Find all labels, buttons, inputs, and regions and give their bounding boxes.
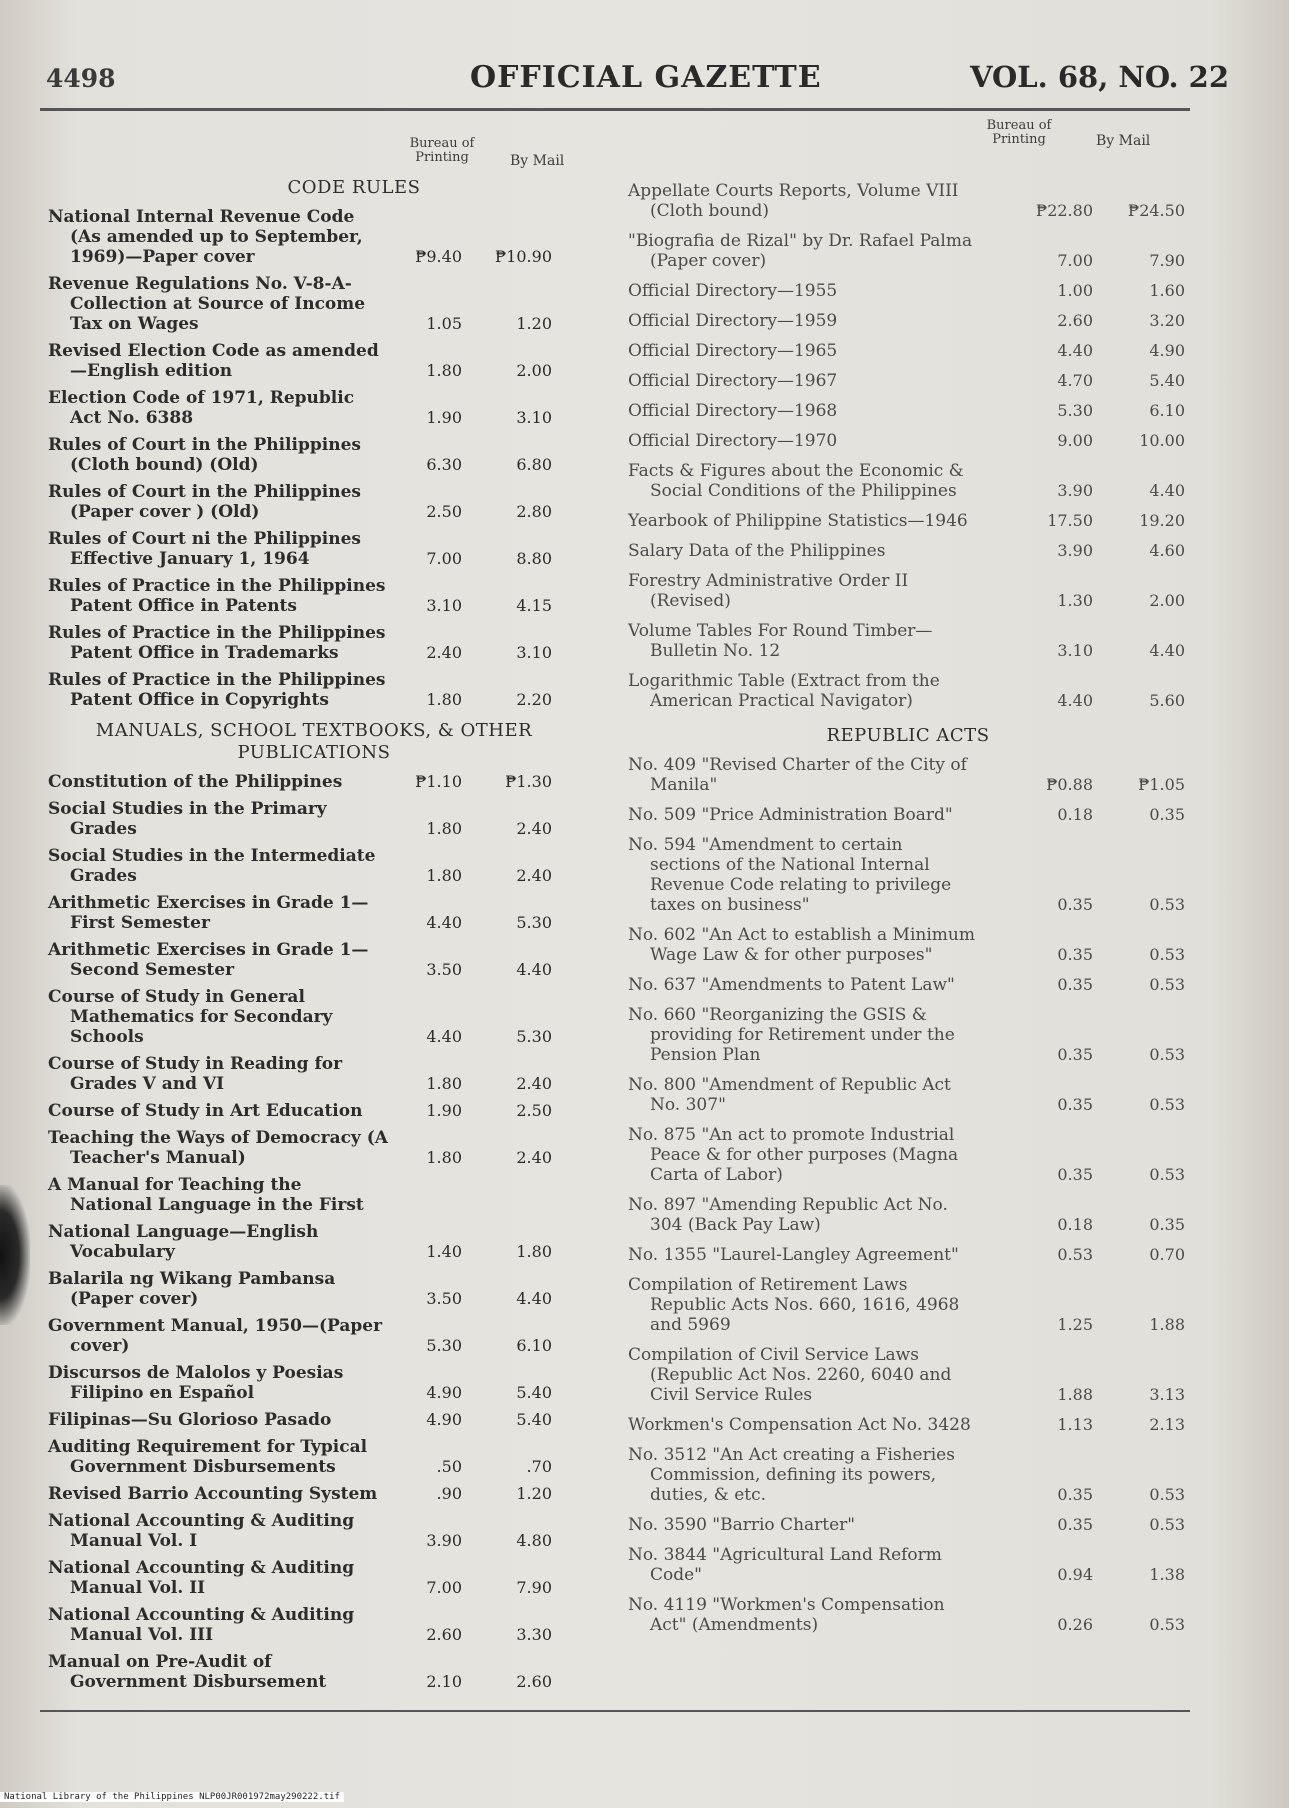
price-list-item — [628, 835, 1188, 915]
price-list-item — [48, 341, 620, 381]
publication-name: Workmen's Compensation Act No. 3428 — [628, 1415, 971, 1435]
mail-price: 1.60 — [1149, 281, 1185, 300]
bureau-price: 3.50 — [426, 1289, 462, 1308]
bureau-price: ₱22.80 — [1035, 201, 1093, 220]
publication-name: Appellate Courts Reports, Volume VIII (Cloth bound) — [628, 181, 959, 221]
bureau-price: 1.80 — [426, 690, 462, 709]
right-column — [628, 118, 1188, 1645]
publication-name: National Accounting & Auditing Manual Vol. I — [48, 1511, 355, 1551]
left-column-headers — [48, 125, 620, 193]
publication-name: Arithmetic Exercises in Grade 1—First Semester — [48, 893, 369, 933]
mail-price: 6.10 — [516, 1336, 552, 1355]
mail-price: 2.50 — [516, 1101, 552, 1120]
publication-name: No. 3844 "Agricultural Land Reform Code" — [628, 1545, 942, 1585]
publication-name: National Internal Revenue Code (As amended up to September, 1969)—Paper cover — [48, 207, 363, 267]
bureau-price: 9.00 — [1057, 431, 1093, 450]
price-list-item — [48, 1175, 620, 1215]
mail-price: 3.30 — [516, 1625, 552, 1644]
price-list-item — [628, 1125, 1188, 1185]
publication-name: Rules of Court in the Philippines (Cloth bound) (Old) — [48, 435, 361, 475]
mail-price: 4.90 — [1149, 341, 1185, 360]
mail-price: 2.00 — [1149, 591, 1185, 610]
publication-name: No. 1355 "Laurel-Langley Agreement" — [628, 1245, 959, 1265]
bureau-price: 4.90 — [426, 1383, 462, 1402]
publication-name: No. 3512 "An Act creating a Fisheries Commission, defining its powers, duties, & etc. — [628, 1445, 955, 1505]
publication-name: No. 637 "Amendments to Patent Law" — [628, 975, 955, 995]
mail-price: 4.40 — [516, 960, 552, 979]
right-column-headers — [628, 118, 1188, 181]
bureau-price: 0.35 — [1057, 975, 1093, 994]
bureau-price: 1.05 — [426, 314, 462, 333]
price-list-item — [48, 1128, 620, 1168]
price-list-item — [628, 431, 1188, 451]
mail-price: 1.20 — [516, 1484, 552, 1503]
bureau-price: 2.40 — [426, 643, 462, 662]
publication-name: No. 409 "Revised Charter of the City of Manila" — [628, 755, 967, 795]
price-list-item — [628, 621, 1188, 661]
price-list-item — [48, 1558, 620, 1598]
bureau-price: 5.30 — [426, 1336, 462, 1355]
mail-price: 3.13 — [1149, 1385, 1185, 1404]
publication-name: Constitution of the Philippines — [48, 772, 343, 792]
publication-name: No. 660 "Reorganizing the GSIS & providing for Retirement under the Pension Plan — [628, 1005, 955, 1065]
publication-name: Filipinas—Su Glorioso Pasado — [48, 1410, 332, 1430]
price-list-item — [48, 1101, 620, 1121]
publication-name: Revised Barrio Accounting System — [48, 1484, 378, 1504]
publication-name: Election Code of 1971, Republic Act No. 6388 — [48, 388, 355, 428]
publication-name: No. 594 "Amendment to certain sections of the National Internal Revenue Code relating to privilege taxes on business" — [628, 835, 952, 915]
bureau-price: 0.35 — [1057, 1045, 1093, 1064]
publication-name: Volume Tables For Round Timber—Bulletin No. 12 — [628, 621, 933, 661]
bureau-price: 3.10 — [1057, 641, 1093, 660]
mail-price: 4.15 — [516, 596, 552, 615]
mail-price: 0.53 — [1149, 1095, 1185, 1114]
price-list-item — [628, 671, 1188, 711]
publication-name: Official Directory—1959 — [628, 311, 838, 331]
bureau-price: 3.50 — [426, 960, 462, 979]
publication-name: Course of Study in Art Education — [48, 1101, 363, 1121]
publication-name: Compilation of Civil Service Laws (Republic Act Nos. 2260, 6040 and Civil Service Rules — [628, 1345, 952, 1405]
price-list-item — [48, 1437, 620, 1477]
scan-footer: National Library of the Philippines NLP00JR001972may290222.tif — [0, 1792, 344, 1802]
price-list-item — [48, 1410, 620, 1430]
mail-price: 4.80 — [516, 1531, 552, 1550]
page-header — [0, 58, 1289, 98]
publication-name: No. 800 "Amendment of Republic Act No. 307" — [628, 1075, 951, 1115]
bureau-price: 7.00 — [1057, 251, 1093, 270]
price-list-item — [628, 805, 1188, 825]
publication-name: Balarila ng Wikang Pambansa (Paper cover) — [48, 1269, 336, 1309]
price-list-item — [48, 482, 620, 522]
price-list-item — [48, 388, 620, 428]
bureau-price: 0.18 — [1057, 805, 1093, 824]
publication-name: Official Directory—1968 — [628, 401, 838, 421]
publication-name: Teaching the Ways of Democracy (A Teacher's Manual) — [48, 1128, 388, 1168]
binding-shadow — [0, 1185, 30, 1325]
price-list-item — [628, 541, 1188, 561]
mail-price: 2.40 — [516, 819, 552, 838]
price-list-item — [48, 893, 620, 933]
left-sections — [48, 177, 620, 1692]
publication-name: Revenue Regulations No. V-8-A-Collection at Source of Income Tax on Wages — [48, 274, 366, 334]
price-list-item — [48, 987, 620, 1047]
bureau-price: 4.90 — [426, 1410, 462, 1429]
by-mail-header: By Mail — [1096, 133, 1151, 149]
bureau-price: ₱1.10 — [415, 772, 462, 791]
mail-price: 3.20 — [1149, 311, 1185, 330]
right-lead-items — [628, 181, 1188, 711]
price-list-item — [48, 1652, 620, 1692]
mail-price: ₱1.05 — [1138, 775, 1185, 794]
bureau-price: 3.10 — [426, 596, 462, 615]
publication-name: Course of Study in Reading for Grades V and VI — [48, 1054, 343, 1094]
price-list-item — [48, 846, 620, 886]
bureau-price: 1.80 — [426, 819, 462, 838]
mail-price: 2.40 — [516, 866, 552, 885]
mail-price: 5.40 — [1149, 371, 1185, 390]
bureau-price: 4.40 — [1057, 341, 1093, 360]
bureau-price: 1.80 — [426, 866, 462, 885]
mail-price: 2.13 — [1149, 1415, 1185, 1434]
bureau-price: 4.40 — [426, 913, 462, 932]
price-list-item — [48, 435, 620, 475]
publication-name: Government Manual, 1950—(Paper cover) — [48, 1316, 383, 1356]
publication-name: Course of Study in General Mathematics for Secondary Schools — [48, 987, 333, 1047]
price-list-item — [628, 401, 1188, 421]
by-mail-header: By Mail — [510, 153, 565, 169]
bureau-of-printing-header: Bureau of Printing — [409, 136, 475, 165]
republic-acts-list — [628, 755, 1188, 1635]
mail-price: 2.60 — [516, 1672, 552, 1691]
mail-price: 1.38 — [1149, 1565, 1185, 1584]
bureau-price: 5.30 — [1057, 401, 1093, 420]
price-list-item — [48, 1222, 620, 1262]
bureau-price: 0.35 — [1057, 895, 1093, 914]
price-list-item — [628, 1075, 1188, 1115]
bureau-price: 0.35 — [1057, 1485, 1093, 1504]
publication-name: No. 875 "An act to promote Industrial Peace & for other purposes (Magna Carta of Labor) — [628, 1125, 959, 1185]
mail-price: 8.80 — [516, 549, 552, 568]
mail-price: 4.40 — [1149, 481, 1185, 500]
price-list-item — [48, 1363, 620, 1403]
price-list-item — [628, 571, 1188, 611]
mail-price: ₱10.90 — [494, 247, 552, 266]
price-list-item — [628, 1445, 1188, 1505]
bureau-price: 1.90 — [426, 1101, 462, 1120]
price-list-item — [48, 1484, 620, 1504]
bureau-price: 0.18 — [1057, 1215, 1093, 1234]
price-list-item — [628, 181, 1188, 221]
price-list-item — [48, 207, 620, 267]
mail-price: 6.10 — [1149, 401, 1185, 420]
mail-price: 0.53 — [1149, 945, 1185, 964]
price-list-item — [628, 511, 1188, 531]
price-list-item — [628, 1595, 1188, 1635]
mail-price: 2.20 — [516, 690, 552, 709]
bureau-price: 2.50 — [426, 502, 462, 521]
publication-name: National Accounting & Auditing Manual Vol. III — [48, 1605, 355, 1645]
price-list-item — [628, 1515, 1188, 1535]
publication-name: Social Studies in the Intermediate Grades — [48, 846, 376, 886]
mail-price: 0.70 — [1149, 1245, 1185, 1264]
publication-name: Official Directory—1967 — [628, 371, 838, 391]
publication-name: Arithmetic Exercises in Grade 1—Second Semester — [48, 940, 369, 980]
publication-name: Salary Data of the Philippines — [628, 541, 886, 561]
price-list-item — [628, 1005, 1188, 1065]
publication-name: Rules of Practice in the Philippines Patent Office in Patents — [48, 576, 386, 616]
bureau-price: 2.10 — [426, 1672, 462, 1691]
publication-name: Logarithmic Table (Extract from the American Practical Navigator) — [628, 671, 940, 711]
bureau-price: 7.00 — [426, 1578, 462, 1597]
mail-price: 0.53 — [1149, 1485, 1185, 1504]
price-list-item — [628, 1415, 1188, 1435]
mail-price: 1.80 — [516, 1242, 552, 1261]
mail-price: 7.90 — [1149, 251, 1185, 270]
mail-price: 0.53 — [1149, 1515, 1185, 1534]
publication-name: A Manual for Teaching the National Language in the First — [48, 1175, 364, 1215]
price-list-item — [628, 755, 1188, 795]
publication-name: Official Directory—1955 — [628, 281, 838, 301]
bureau-price: 7.00 — [426, 549, 462, 568]
bureau-price: 1.00 — [1057, 281, 1093, 300]
price-list-item — [48, 1316, 620, 1356]
bureau-price: 17.50 — [1047, 511, 1093, 530]
mail-price: 2.80 — [516, 502, 552, 521]
price-list-item — [48, 670, 620, 710]
price-list-item — [48, 772, 620, 792]
mail-price: 1.20 — [516, 314, 552, 333]
publication-name: Official Directory—1970 — [628, 431, 838, 451]
publication-name: Discursos de Malolos y Poesias Filipino en Español — [48, 1363, 344, 1403]
price-list-item — [48, 799, 620, 839]
mail-price: 6.80 — [516, 455, 552, 474]
publication-name: No. 4119 "Workmen's Compensation Act" (Amendments) — [628, 1595, 945, 1635]
publication-name: Rules of Practice in the Philippines Patent Office in Trademarks — [48, 623, 386, 663]
mail-price: 0.35 — [1149, 805, 1185, 824]
mail-price: 3.10 — [516, 408, 552, 427]
price-list-item — [48, 1605, 620, 1645]
bureau-price: 4.70 — [1057, 371, 1093, 390]
publication-name: Yearbook of Philippine Statistics—1946 — [628, 511, 968, 531]
publication-name: Forestry Administrative Order II (Revised) — [628, 571, 909, 611]
price-list-item — [628, 1245, 1188, 1265]
volume-issue: VOL. 68, NO. 22 — [970, 60, 1230, 94]
price-list-item — [628, 1345, 1188, 1405]
bureau-price: 0.35 — [1057, 945, 1093, 964]
price-list-item — [628, 1275, 1188, 1335]
price-list-item — [628, 341, 1188, 361]
mail-price: 19.20 — [1139, 511, 1185, 530]
price-list-item — [628, 311, 1188, 331]
mail-price: 2.40 — [516, 1148, 552, 1167]
bureau-price: 2.60 — [1057, 311, 1093, 330]
publication-name: No. 3590 "Barrio Charter" — [628, 1515, 856, 1535]
price-list-item — [628, 975, 1188, 995]
mail-price: 4.40 — [1149, 641, 1185, 660]
bureau-price: .90 — [436, 1484, 462, 1503]
mail-price: 3.10 — [516, 643, 552, 662]
bureau-price: 3.90 — [1057, 541, 1093, 560]
mail-price: 1.88 — [1149, 1315, 1185, 1334]
publication-name: Auditing Requirement for Typical Government Disbursements — [48, 1437, 368, 1477]
publication-name: Revised Election Code as amended—English edition — [48, 341, 379, 381]
header-rule — [40, 108, 1190, 111]
bureau-price: 1.40 — [426, 1242, 462, 1261]
price-list-item — [48, 1511, 620, 1551]
publication-name: Facts & Figures about the Economic & Social Conditions of the Philippines — [628, 461, 964, 501]
section-title: CODE RULES — [287, 177, 421, 198]
mail-price: 2.40 — [516, 1074, 552, 1093]
bureau-price: 1.30 — [1057, 591, 1093, 610]
price-list-item — [48, 274, 620, 334]
bureau-price: 1.80 — [426, 1074, 462, 1093]
price-list-item — [628, 371, 1188, 391]
mail-price: 4.60 — [1149, 541, 1185, 560]
bureau-price: 0.26 — [1057, 1615, 1093, 1634]
price-list-item — [48, 1269, 620, 1309]
price-list-item — [628, 1545, 1188, 1585]
bureau-price: 0.53 — [1057, 1245, 1093, 1264]
publication-name: National Accounting & Auditing Manual Vol. II — [48, 1558, 355, 1598]
page-number: 4498 — [46, 64, 116, 93]
price-list-item — [628, 925, 1188, 965]
mail-price: ₱1.30 — [505, 772, 552, 791]
publication-name: Rules of Court ni the Philippines Effective January 1, 1964 — [48, 529, 361, 569]
price-list-item — [628, 231, 1188, 271]
left-column — [48, 125, 620, 1699]
price-list-item — [628, 461, 1188, 501]
mail-price: 0.53 — [1149, 1045, 1185, 1064]
publication-name: Manual on Pre-Audit of Government Disbursement — [48, 1652, 327, 1692]
bureau-price: ₱0.88 — [1046, 775, 1093, 794]
mail-price: 5.60 — [1149, 691, 1185, 710]
mail-price: 5.30 — [516, 1027, 552, 1046]
bureau-price: 4.40 — [426, 1027, 462, 1046]
bureau-price: 0.35 — [1057, 1095, 1093, 1114]
publication-name: "Biografia de Rizal" by Dr. Rafael Palma (Paper cover) — [628, 231, 973, 271]
mail-price: 4.40 — [516, 1289, 552, 1308]
mail-price: 10.00 — [1139, 431, 1185, 450]
bureau-price: .50 — [436, 1457, 462, 1476]
mail-price: 2.00 — [516, 361, 552, 380]
publication-name: Social Studies in the Primary Grades — [48, 799, 327, 839]
publication-name: National Language—English Vocabulary — [48, 1222, 319, 1262]
bureau-price: 4.40 — [1057, 691, 1093, 710]
mail-price: 5.30 — [516, 913, 552, 932]
republic-acts-title: REPUBLIC ACTS — [826, 725, 990, 746]
bureau-price: ₱9.40 — [415, 247, 462, 266]
mail-price: 5.40 — [516, 1383, 552, 1402]
price-list-item — [48, 1054, 620, 1094]
bureau-price: 0.94 — [1057, 1565, 1093, 1584]
bureau-price: 3.90 — [426, 1531, 462, 1550]
mail-price: 7.90 — [516, 1578, 552, 1597]
bureau-price: 1.25 — [1057, 1315, 1093, 1334]
publication-name: No. 602 "An Act to establish a Minimum Wage Law & for other purposes" — [628, 925, 975, 965]
mail-price: 0.35 — [1149, 1215, 1185, 1234]
publication-name: Rules of Practice in the Philippines Patent Office in Copyrights — [48, 670, 386, 710]
mail-price: 0.53 — [1149, 895, 1185, 914]
bureau-price: 0.35 — [1057, 1515, 1093, 1534]
bureau-price: 2.60 — [426, 1625, 462, 1644]
mail-price: .70 — [526, 1457, 552, 1476]
mail-price: 5.40 — [516, 1410, 552, 1429]
publication-title: OFFICIAL GAZETTE — [470, 60, 822, 95]
mail-price: 0.53 — [1149, 975, 1185, 994]
price-list-item — [628, 281, 1188, 301]
bureau-of-printing-header: Bureau of Printing — [986, 118, 1052, 147]
bureau-price: 1.88 — [1057, 1385, 1093, 1404]
price-list-item — [48, 576, 620, 616]
publication-name: Compilation of Retirement Laws Republic Acts Nos. 660, 1616, 4968 and 5969 — [628, 1275, 960, 1335]
publication-name: No. 897 "Amending Republic Act No. 304 (Back Pay Law) — [628, 1195, 948, 1235]
publication-name: Official Directory—1965 — [628, 341, 838, 361]
bureau-price: 1.80 — [426, 361, 462, 380]
bureau-price: 6.30 — [426, 455, 462, 474]
price-list-item — [48, 623, 620, 663]
price-list-item — [48, 940, 620, 980]
bureau-price: 1.80 — [426, 1148, 462, 1167]
publication-name: No. 509 "Price Administration Board" — [628, 805, 953, 825]
bureau-price: 0.35 — [1057, 1165, 1093, 1184]
price-list-item — [628, 1195, 1188, 1235]
bureau-price: 3.90 — [1057, 481, 1093, 500]
publication-name: Rules of Court in the Philippines (Paper cover ) (Old) — [48, 482, 361, 522]
section-title: MANUALS, SCHOOL TEXTBOOKS, & OTHER PUBLICATIONS — [95, 720, 533, 763]
mail-price: 0.53 — [1149, 1615, 1185, 1634]
mail-price: ₱24.50 — [1127, 201, 1185, 220]
price-list-item — [48, 529, 620, 569]
mail-price: 0.53 — [1149, 1165, 1185, 1184]
bureau-price: 1.13 — [1057, 1415, 1093, 1434]
bureau-price: 1.90 — [426, 408, 462, 427]
bottom-rule — [40, 1710, 1190, 1712]
